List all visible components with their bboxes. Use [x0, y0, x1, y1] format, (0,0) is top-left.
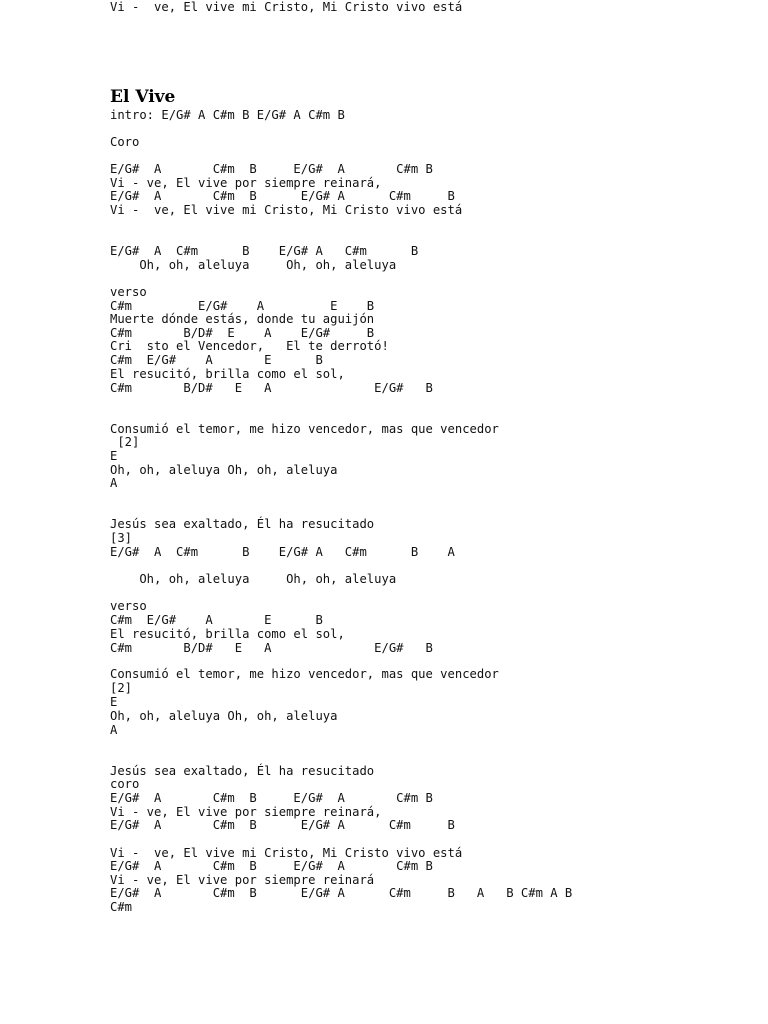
song-line: C#m B/D# E A E/G# B — [110, 381, 433, 395]
song-line: verso — [110, 285, 147, 299]
song-line: E/G# A C#m B E/G# A C#m B A B C#m A B — [110, 886, 573, 900]
song-line: E — [110, 449, 118, 463]
song-line: verso — [110, 599, 147, 613]
song-line: E/G# A C#m B E/G# A C#m B — [110, 244, 419, 258]
song-line: E/G# A C#m B E/G# A C#m B — [110, 162, 433, 176]
song-line: Jesús sea exaltado, Él ha resucitado — [110, 517, 375, 531]
song-line: Oh, oh, aleluya Oh, oh, aleluya — [110, 463, 338, 477]
song-line: Vi - ve, El vive por siempre reinará — [110, 873, 375, 887]
song-line: Muerte dónde estás, donde tu aguijón — [110, 312, 375, 326]
song-line: Jesús sea exaltado, Él ha resucitado — [110, 764, 375, 778]
song-line: Vi - ve, El vive mi Cristo, Mi Cristo vivo está — [110, 203, 463, 217]
song-line: Consumió el temor, me hizo vencedor, mas que vencedor — [110, 667, 499, 681]
song-line: C#m E/G# A E B — [110, 353, 323, 367]
song-line: Oh, oh, aleluya Oh, oh, aleluya — [110, 572, 397, 586]
song-line: C#m B/D# E A E/G# B — [110, 326, 375, 340]
song-line: [2] — [110, 681, 133, 695]
song-line: A — [110, 723, 118, 737]
song-line: E — [110, 695, 118, 709]
song-line: [3] — [110, 531, 133, 545]
song-line: Consumió el temor, me hizo vencedor, mas que vencedor — [110, 422, 499, 436]
song-line: Oh, oh, aleluya Oh, oh, aleluya — [110, 709, 338, 723]
song-line: [2] — [110, 435, 140, 449]
song-line: E/G# A C#m B E/G# A C#m B — [110, 189, 455, 203]
song-line: Vi - ve, El vive mi Cristo, Mi Cristo vivo está — [110, 846, 463, 860]
song-line: A — [110, 476, 118, 490]
song-line: Oh, oh, aleluya Oh, oh, aleluya — [110, 258, 397, 272]
song-line: Vi - ve, El vive mi Cristo, Mi Cristo vivo está — [110, 0, 463, 14]
song-line: El resucitó, brilla como el sol, — [110, 367, 345, 381]
song-line: intro: E/G# A C#m B E/G# A C#m B — [110, 108, 345, 122]
song-line: C#m E/G# A E B — [110, 299, 375, 313]
song-line: Vi - ve, El vive por siempre reinará, — [110, 805, 382, 819]
song-line: E/G# A C#m B E/G# A C#m B — [110, 818, 455, 832]
song-line: coro — [110, 777, 140, 791]
song-line: Cri sto el Vencedor, El te derrotó! — [110, 339, 389, 353]
song-line: C#m B/D# E A E/G# B — [110, 641, 433, 655]
song-line: E/G# A C#m B E/G# A C#m B — [110, 859, 433, 873]
song-line: Coro — [110, 135, 140, 149]
song-line: C#m — [110, 900, 133, 914]
song-title: El Vive — [110, 87, 176, 107]
song-line: Vi - ve, El vive por siempre reinará, — [110, 176, 382, 190]
song-line: E/G# A C#m B E/G# A C#m B A — [110, 545, 455, 559]
song-line: C#m E/G# A E B — [110, 613, 323, 627]
song-line: E/G# A C#m B E/G# A C#m B — [110, 791, 433, 805]
song-line: El resucitó, brilla como el sol, — [110, 627, 345, 641]
